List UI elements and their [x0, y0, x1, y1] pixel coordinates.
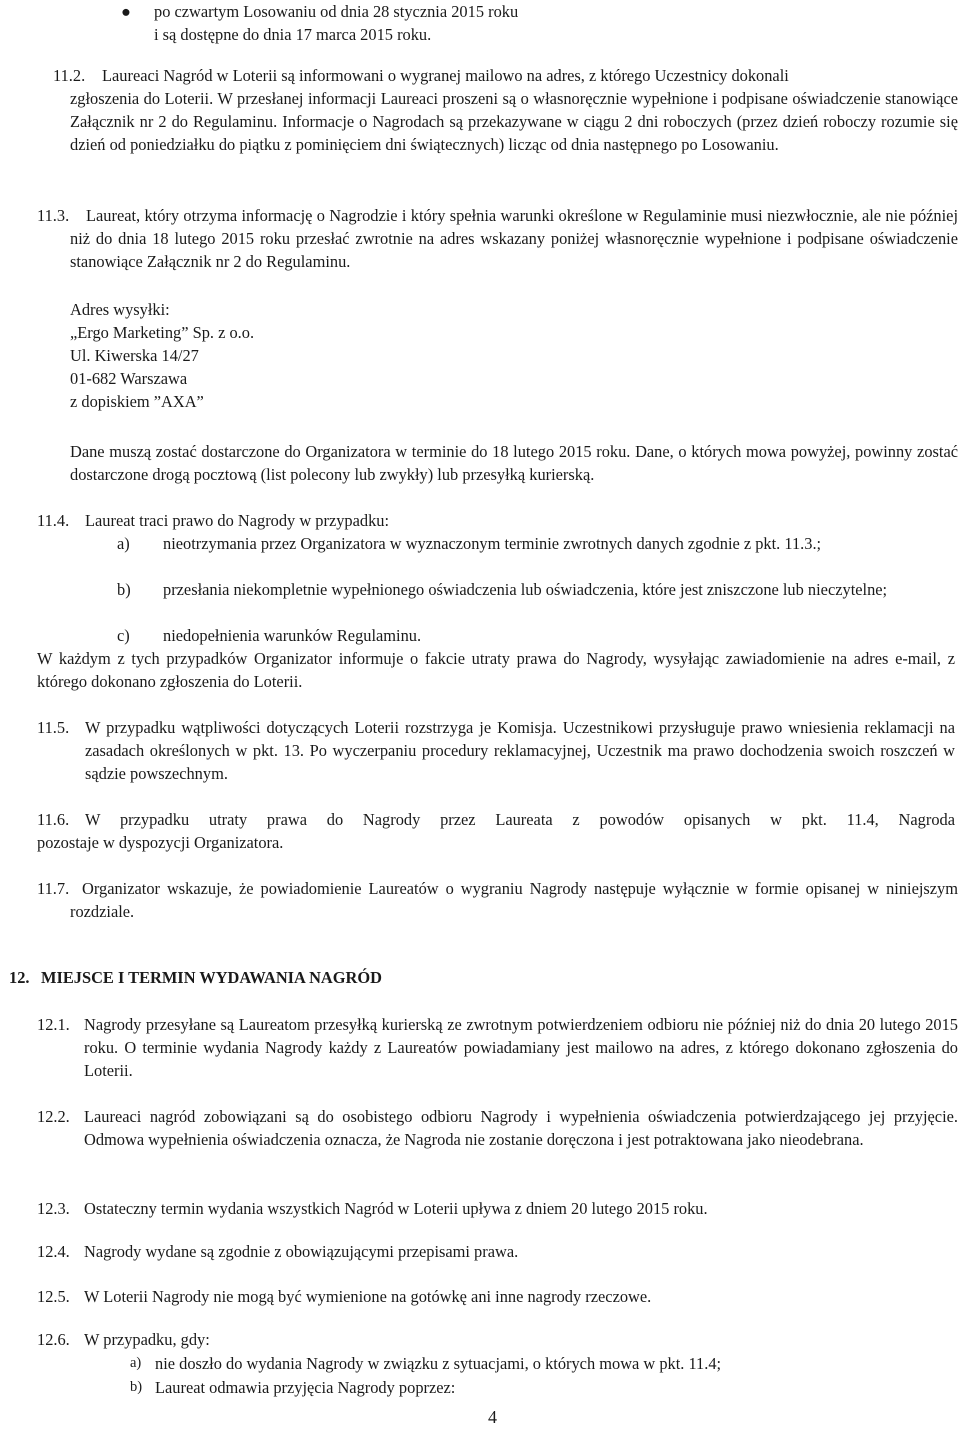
bullet-line-2: i są dostępne do dnia 17 marca 2015 roku.	[154, 25, 432, 44]
section-intro: Laureat traci prawo do Nagrody w przypadku:	[85, 511, 390, 530]
heading-title: MIEJSCE I TERMIN WYDAWANIA NAGRÓD	[41, 968, 382, 987]
section-text: zgłoszenia do Loterii. W przesłanej informacji Laureaci proszeni są o własnoręcznie wypełnione i podpisane oświadczenie stanowiące Załącznik nr 2 do Regulaminu. Informacje o Nagrodach są przekazywane w ciągu 2 dni roboczych (przez dzień roboczy rozumie się dzień od poniedziałku do piątku z pominięciem dni świątecznych) licząc od dnia następnego po Losowaniu.	[70, 89, 958, 154]
list-text: niedopełnienia warunków Regulaminu.	[163, 626, 422, 645]
section-text: Laureaci nagród zobowiązani są do osobistego odbioru Nagrody i wypełnienia oświadczenia potwierdzającego jej przyjęcie. Odmowa wypełnienia oświadczenia oznacza, że Nagroda nie zostanie doręczona i jest potraktowana jako nieodebrana.	[84, 1107, 958, 1149]
section-line-1: W przypadku utraty prawa do Nagrody przez Laureata z powodów opisanych w pkt. 11.4, Nagroda	[85, 810, 955, 829]
section-number: 11.4.	[37, 511, 70, 530]
section-number: 12.2.	[37, 1107, 70, 1126]
section-text: W Loterii Nagrody nie mogą być wymienione na gotówkę ani inne nagrody rzeczowe.	[84, 1287, 652, 1306]
address-line-4: 01-682 Warszawa	[70, 369, 188, 388]
section-number: 12.4.	[37, 1242, 70, 1261]
section-number: 12.1.	[37, 1015, 70, 1034]
list-letter: b)	[130, 1379, 143, 1395]
bullet-line-1: po czwartym Losowaniu od dnia 28 stycznia 2015 roku	[154, 2, 519, 21]
section-text: W przypadku wątpliwości dotyczących Loterii rozstrzyga je Komisja. Uczestnikowi przysługuje prawo wniesienia reklamacji na zasadach określonych w pkt. 13. Po wyczerpaniu procedury reklamacyjnej, Uczestnik ma prawo dochodzenia swoich roszczeń w sądzie powszechnym.	[85, 718, 955, 783]
section-number: 12.6.	[37, 1330, 70, 1349]
section-line-1: Laureaci Nagród w Loterii są informowani o wygranej mailowo na adres, z którego Uczestnicy dokonali	[102, 66, 789, 85]
section-text: Nagrody przesyłane są Laureatom przesyłką kurierską ze zwrotnym potwierdzeniem odbioru nie później niż do dnia 20 lutego 2015 roku. O terminie wydania Nagrody każdy z Laureatów powiadamiany jest mailowo na adres, z którego dokonano zgłoszenia do Loterii.	[84, 1015, 958, 1080]
section-number: 11.6.	[37, 810, 70, 829]
address-line-5: z dopiskiem ”AXA”	[70, 392, 204, 411]
list-letter: a)	[130, 1355, 142, 1371]
address-line-3: Ul. Kiwerska 14/27	[70, 346, 199, 365]
section-number: 11.3.	[37, 206, 70, 225]
address-line-2: „Ergo Marketing” Sp. z o.o.	[70, 323, 255, 342]
list-letter: b)	[117, 580, 131, 599]
section-text: Nagrody wydane są zgodnie z obowiązującymi przepisami prawa.	[84, 1242, 519, 1261]
list-letter: a)	[117, 534, 130, 553]
bullet-icon: ●	[121, 2, 131, 21]
section-number: 11.5.	[37, 718, 70, 737]
section-text: Ostateczny termin wydania wszystkich Nagród w Loterii upływa z dniem 20 lutego 2015 roku.	[84, 1199, 708, 1218]
address-line-1: Adres wysyłki:	[70, 300, 170, 319]
section-number: 11.2.	[53, 66, 86, 85]
section-number: 12.5.	[37, 1287, 70, 1306]
heading-number: 12.	[9, 968, 30, 987]
section-text: Laureat, który otrzyma informację o Nagrodzie i który spełnia warunki określone w Regulaminie musi niezwłocznie, ale nie później niż do dnia 18 lutego 2015 roku przesłać zwrotnie na adres wskazany poniżej własnoręcznie wypełnione i podpisane oświadczenie stanowiące Załącznik nr 2 do Regulaminu.	[70, 206, 958, 271]
list-text: Laureat odmawia przyjęcia Nagrody poprzez:	[155, 1378, 456, 1397]
section-text: W przypadku, gdy:	[84, 1330, 210, 1349]
section-number: 12.3.	[37, 1199, 70, 1218]
list-letter: c)	[117, 626, 130, 645]
list-text: przesłania niekompletnie wypełnionego oświadczenia lub oświadczenia, które jest zniszczone lub nieczytelne;	[163, 580, 888, 599]
page-number: 4	[488, 1407, 497, 1427]
section-text: Organizator wskazuje, że powiadomienie Laureatów o wygraniu Nagrody następuje wyłącznie w formie opisanej w niniejszym rozdziale.	[70, 879, 958, 921]
section-line-2: pozostaje w dyspozycji Organizatora.	[37, 833, 284, 852]
section-11-4-after: W każdym z tych przypadków Organizator informuje o fakcie utraty prawa do Nagrody, wysyłając zawiadomienie na adres e-mail, z którego dokonano zgłoszenia do Loterii.	[37, 649, 955, 691]
section-number: 11.7.	[37, 879, 70, 898]
section-11-3-after: Dane muszą zostać dostarczone do Organizatora w terminie do 18 lutego 2015 roku. Dane, o których mowa powyżej, powinny zostać dostarczone drogą pocztową (list polecony lub zwykły) lub przesyłką kurierską.	[70, 442, 958, 484]
list-text: nieotrzymania przez Organizatora w wyznaczonym terminie zwrotnych danych zgodnie z pkt. 11.3.;	[163, 534, 822, 553]
list-text: nie doszło do wydania Nagrody w związku z sytuacjami, o których mowa w pkt. 11.4;	[155, 1354, 722, 1373]
